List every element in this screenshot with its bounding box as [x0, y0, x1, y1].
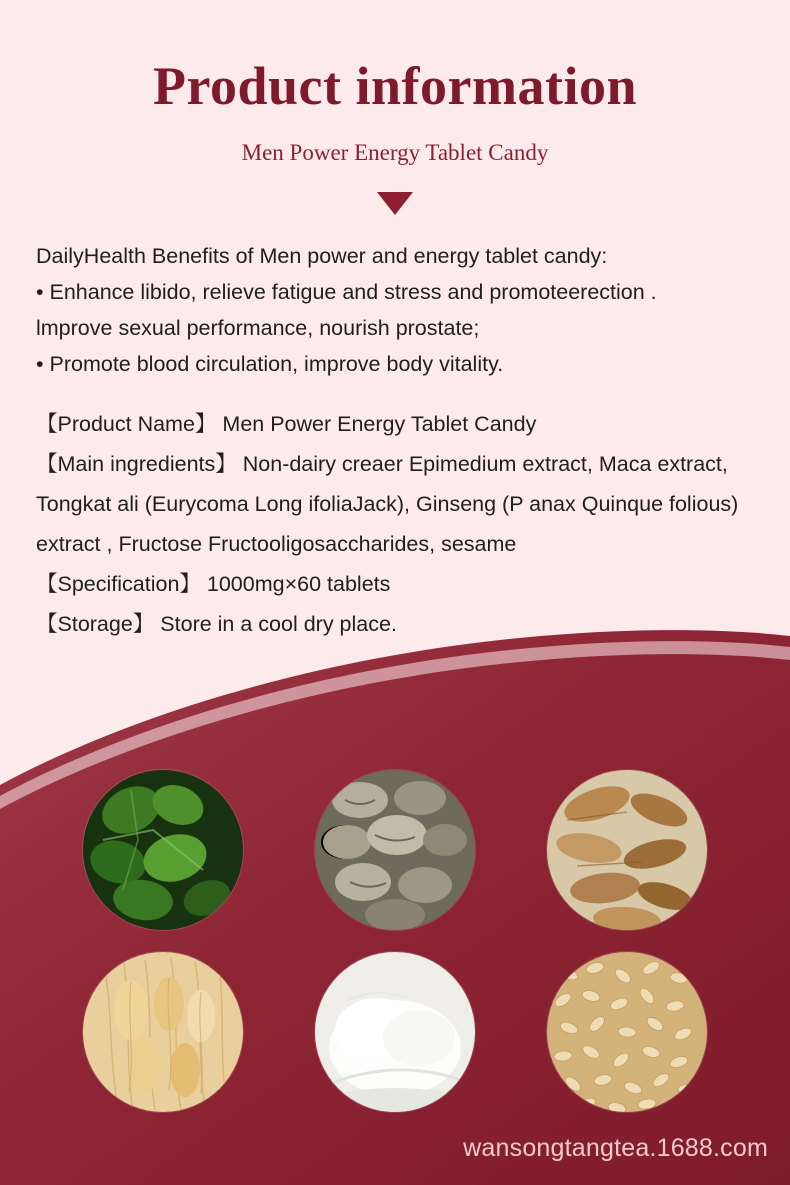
spec-specification-label: 【Specification】 — [36, 572, 201, 596]
ingredient-image-tongkat-ali-slices — [547, 770, 707, 930]
triangle-down-icon — [377, 192, 413, 215]
benefit-line-1: • Enhance libido, relieve fatigue and stress and promoteerection . — [36, 280, 657, 304]
page-subtitle: Men Power Energy Tablet Candy — [241, 140, 549, 165]
benefit-line-2: lmprove sexual performance, nourish prostate; — [36, 316, 480, 340]
spec-specification — [36, 564, 762, 604]
benefit-line-3: • Promote blood circulation, improve body vitality. — [36, 352, 504, 376]
ingredient-row-2 — [0, 952, 790, 1112]
ingredient-image-fructose-powder — [315, 952, 475, 1112]
spec-product-name-label: 【Product Name】 — [36, 412, 217, 436]
ingredient-image-ginseng-roots — [83, 952, 243, 1112]
spec-storage-label: 【Storage】 — [36, 612, 155, 636]
ingredient-image-grid — [0, 770, 790, 1134]
watermark-url: wansongtangtea.1688.com — [463, 1134, 768, 1162]
benefits-block — [36, 238, 762, 382]
ingredient-image-epimedium-leaves — [83, 770, 243, 930]
body-text — [36, 238, 762, 644]
specs-block — [36, 404, 762, 644]
ingredient-image-maca-roots — [315, 770, 475, 930]
spec-ingredients — [36, 444, 762, 564]
spec-storage — [36, 604, 762, 644]
spec-specification-value: 1000mg×60 tablets — [206, 572, 391, 596]
spec-product-name — [36, 404, 762, 444]
ingredient-row-1 — [0, 770, 790, 930]
spec-ingredients-value: Non-dairy creaer Epimedium extract, Maca extract, Tongkat ali (Eurycoma Long ifoliaJack), Ginseng (P anax Quinque folious) extract , Fructose Fructooligosaccharides, sesame — [36, 452, 739, 556]
ingredient-image-sesame-seeds — [547, 952, 707, 1112]
spec-ingredients-label: 【Main ingredients】 — [36, 452, 237, 476]
benefits-intro: DailyHealth Benefits of Men power and energy tablet candy: — [36, 244, 608, 268]
page-title: Product information — [153, 56, 637, 116]
spec-storage-value: Store in a cool dry place. — [160, 612, 397, 636]
spec-product-name-value: Men Power Energy Tablet Candy — [222, 412, 537, 436]
